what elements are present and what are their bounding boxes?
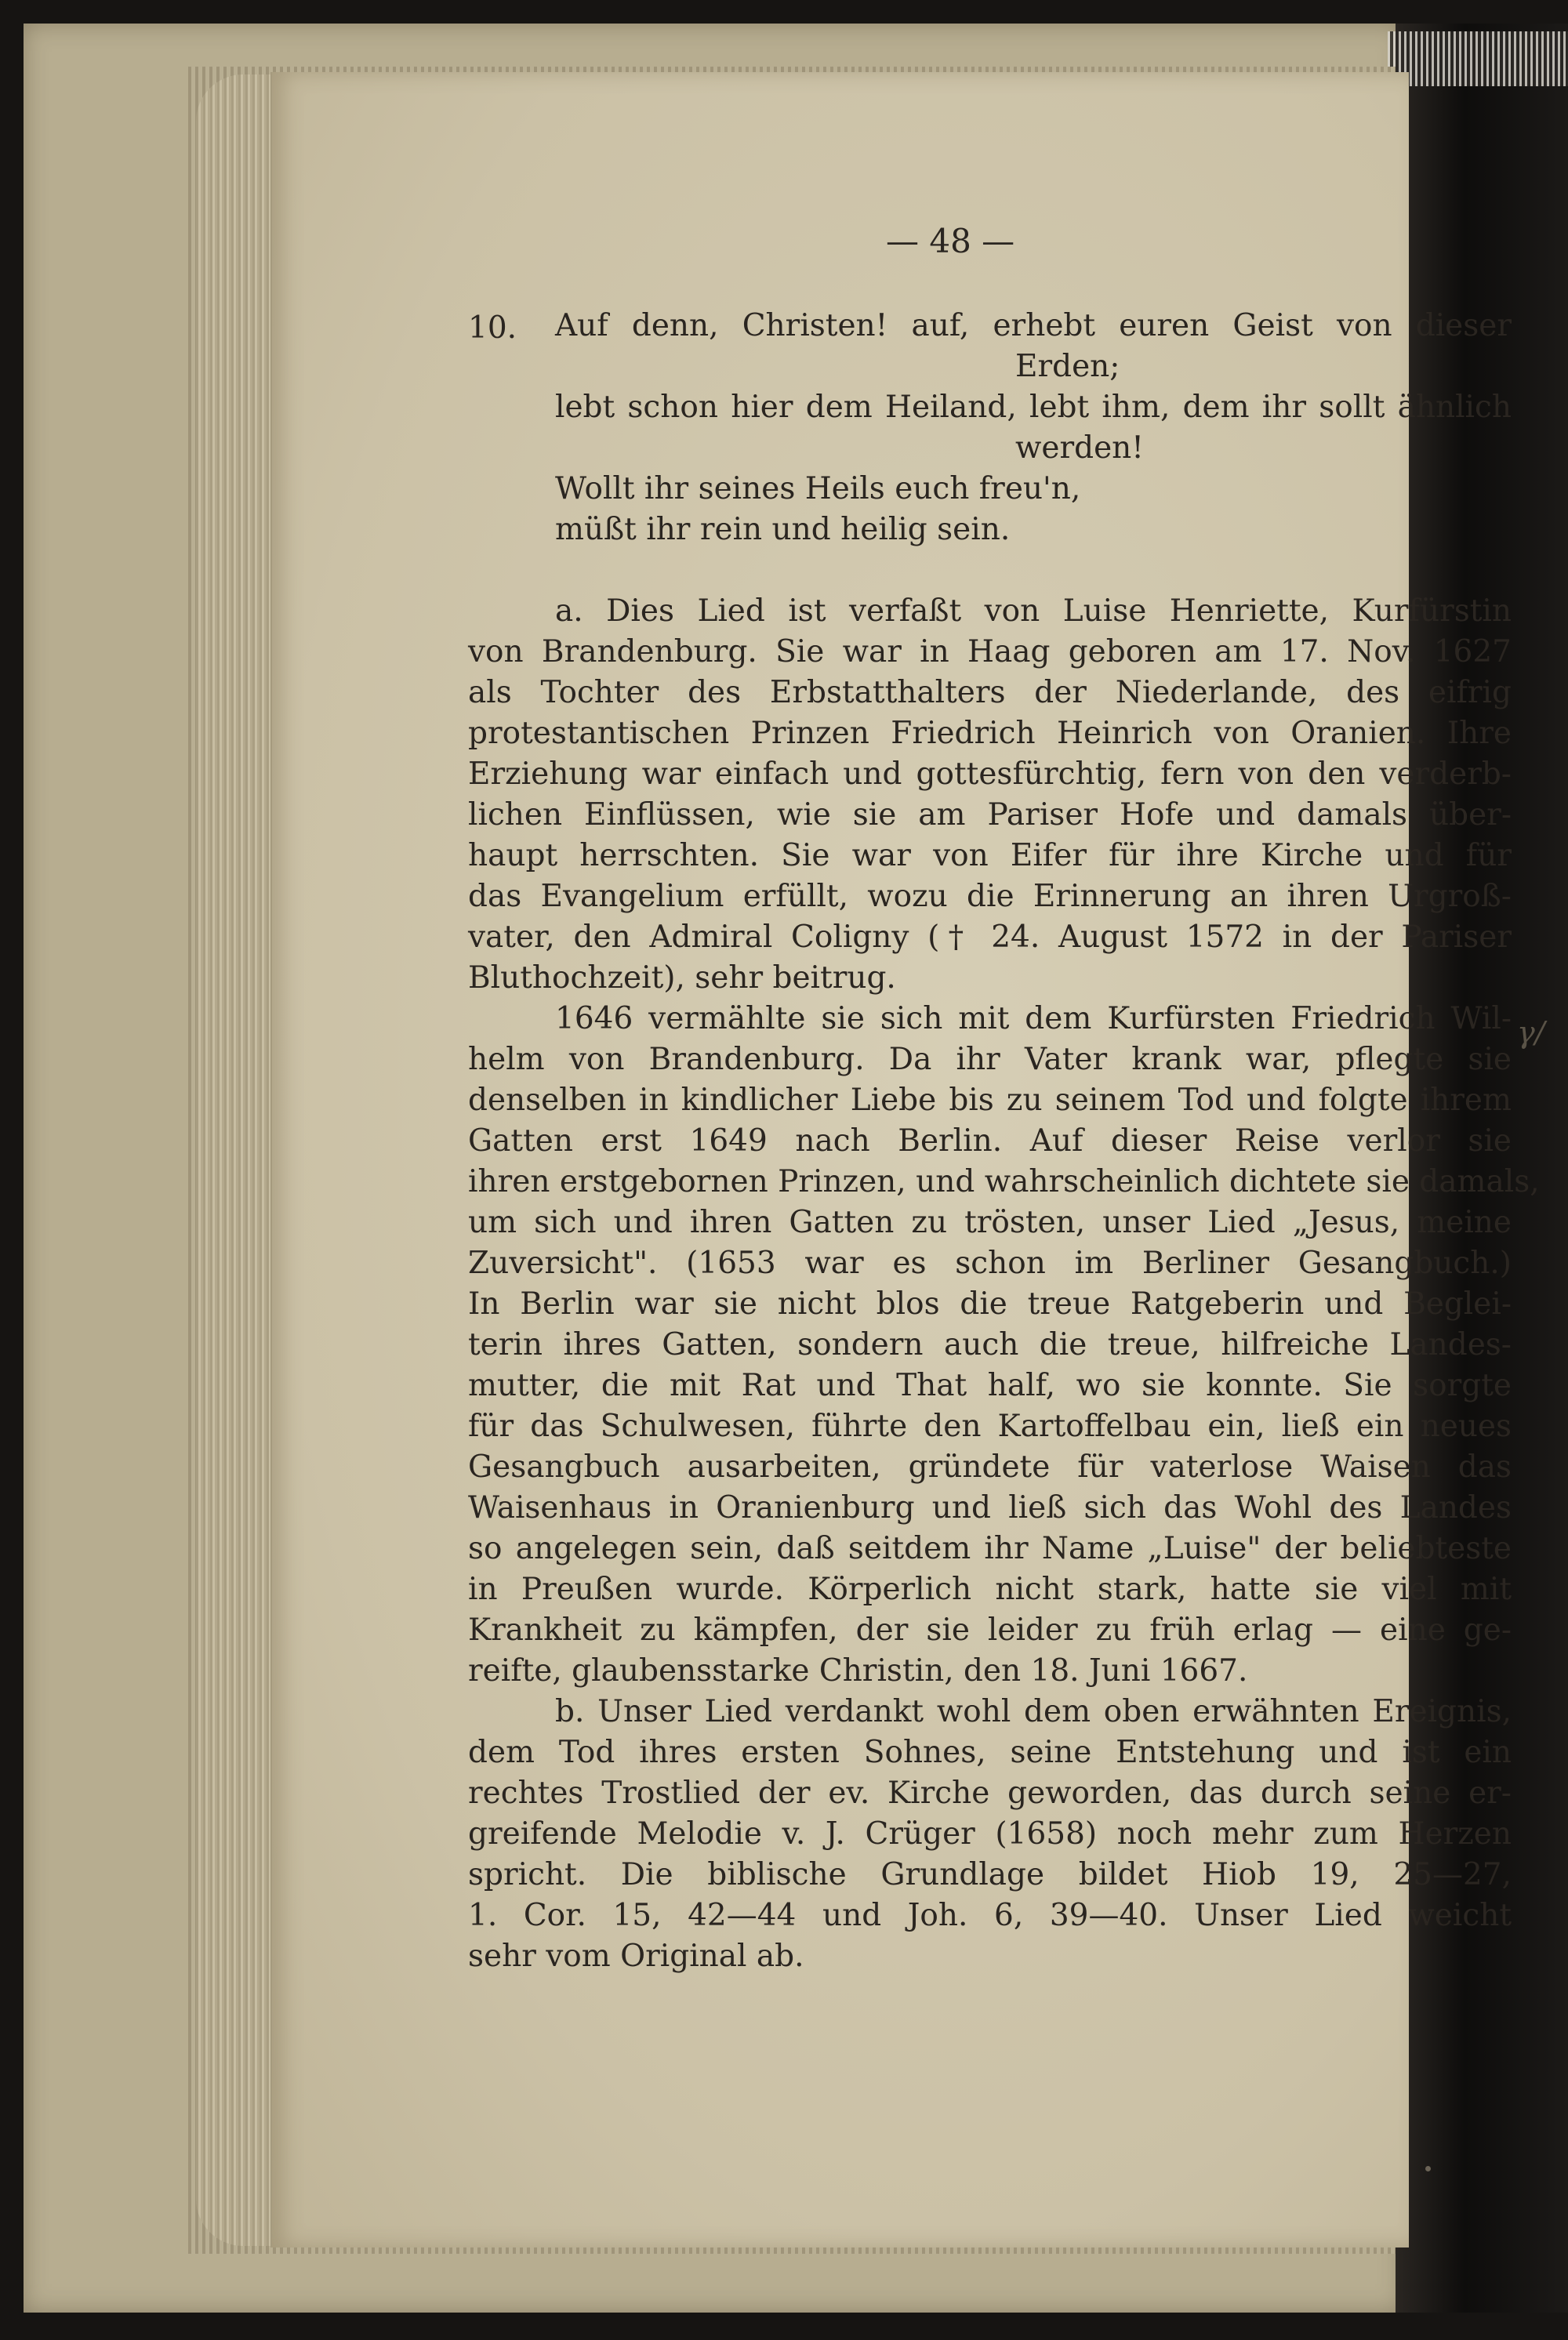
commentary-line: dem Tod ihres ersten Sohnes, seine Entstehung und ist ein xyxy=(468,1735,1512,1770)
commentary-line: helm von Brandenburg. Da ihr Vater krank war, pflegte sie xyxy=(468,1042,1512,1077)
commentary-line: 1. Cor. 15, 42—44 und Joh. 6, 39—40. Unser Lied weicht xyxy=(468,1898,1512,1933)
commentary-line: a. Dies Lied ist verfaßt von Luise Henriette, Kurfürstin xyxy=(555,593,1512,629)
commentary-line: mutter, die mit Rat und That half, wo sie konnte. Sie sorgte xyxy=(468,1368,1512,1403)
commentary-line: spricht. Die biblische Grundlage bildet Hiob 19, 25—27, xyxy=(468,1857,1512,1892)
verse-line: Erden; xyxy=(1015,349,1120,384)
verse-line: lebt schon hier dem Heiland, lebt ihm, dem ihr sollt ähnlich xyxy=(555,390,1512,425)
commentary-line: haupt herrschten. Sie war von Eifer für ihre Kirche und für xyxy=(468,838,1512,873)
commentary-line: Bluthochzeit), sehr beitrug. xyxy=(468,960,896,996)
commentary-line: denselben in kindlicher Liebe bis zu seinem Tod und folgte ihrem xyxy=(468,1083,1512,1118)
commentary-line: protestantischen Prinzen Friedrich Heinrich von Oranien. Ihre xyxy=(468,716,1512,751)
verse-line: müßt ihr rein und heilig sein. xyxy=(555,512,1011,547)
commentary-line: rechtes Trostlied der ev. Kirche geworden, das durch seine er- xyxy=(468,1776,1512,1811)
commentary-line: Erziehung war einfach und gottesfürchtig, fern von den verderb- xyxy=(468,756,1512,792)
commentary-line: Krankheit zu kämpfen, der sie leider zu früh erlag — eine ge- xyxy=(468,1613,1512,1648)
commentary-line: um sich und ihren Gatten zu trösten, unser Lied „Jesus, meine xyxy=(468,1205,1512,1240)
commentary-line: für das Schulwesen, führte den Kartoffelbau ein, ließ ein neues xyxy=(468,1409,1512,1444)
verse-line: Auf denn, Christen! auf, erhebt euren Geist von dieser xyxy=(555,308,1512,343)
commentary-line: b. Unser Lied verdankt wohl dem oben erwähnten Ereignis, xyxy=(555,1694,1512,1729)
handwritten-margin-mark: γ/ xyxy=(1517,1015,1545,1050)
commentary-line: greifende Melodie v. J. Crüger (1658) noch mehr zum Herzen xyxy=(468,1816,1512,1852)
commentary-line: terin ihres Gatten, sondern auch die treue, hilfreiche Landes- xyxy=(468,1327,1512,1362)
commentary-line: Zuversicht". (1653 war es schon im Berliner Gesangbuch.) xyxy=(468,1246,1512,1281)
commentary-line: in Preußen wurde. Körperlich nicht stark, hatte sie viel mit xyxy=(468,1572,1512,1607)
commentary-line: ihren erstgebornen Prinzen, und wahrscheinlich dichtete sie damals, xyxy=(468,1164,1540,1199)
verse-line: Wollt ihr seines Heils euch freu'n, xyxy=(555,471,1081,506)
commentary-line: vater, den Admiral Coligny († 24. August 1572 in der Pariser xyxy=(468,920,1512,955)
verse-line: werden! xyxy=(1015,430,1144,466)
commentary-line: Waisenhaus in Oranienburg und ließ sich das Wohl des Landes xyxy=(468,1490,1512,1526)
commentary-line: Gatten erst 1649 nach Berlin. Auf dieser Reise verlor sie xyxy=(468,1123,1512,1159)
paper-speck xyxy=(1425,2166,1431,2171)
commentary-line: Gesangbuch ausarbeiten, gründete für vaterlose Waisen das xyxy=(468,1449,1512,1485)
commentary-line: sehr vom Original ab. xyxy=(468,1939,804,1974)
commentary-line: das Evangelium erfüllt, wozu die Erinnerung an ihren Urgroß- xyxy=(468,879,1512,914)
commentary-line: von Brandenburg. Sie war in Haag geboren am 17. Nov. 1627 xyxy=(468,634,1512,669)
commentary-line: reifte, glaubensstarke Christin, den 18. Juni 1667. xyxy=(468,1653,1248,1689)
commentary-line: lichen Einflüssen, wie sie am Pariser Hofe und damals über- xyxy=(468,797,1512,833)
commentary-line: so angelegen sein, daß seitdem ihr Name „Luise" der beliebteste xyxy=(468,1531,1512,1566)
page-number: — 48 — xyxy=(886,222,1015,260)
binding-spine-label xyxy=(1388,31,1568,86)
commentary-line: 1646 vermählte sie sich mit dem Kurfürsten Friedrich Wil- xyxy=(555,1001,1512,1036)
verse-number: 10. xyxy=(468,310,517,346)
commentary-line: In Berlin war sie nicht blos die treue Ratgeberin und Beglei- xyxy=(468,1286,1512,1322)
commentary-line: als Tochter des Erbstatthalters der Niederlande, des eifrig xyxy=(468,675,1512,710)
